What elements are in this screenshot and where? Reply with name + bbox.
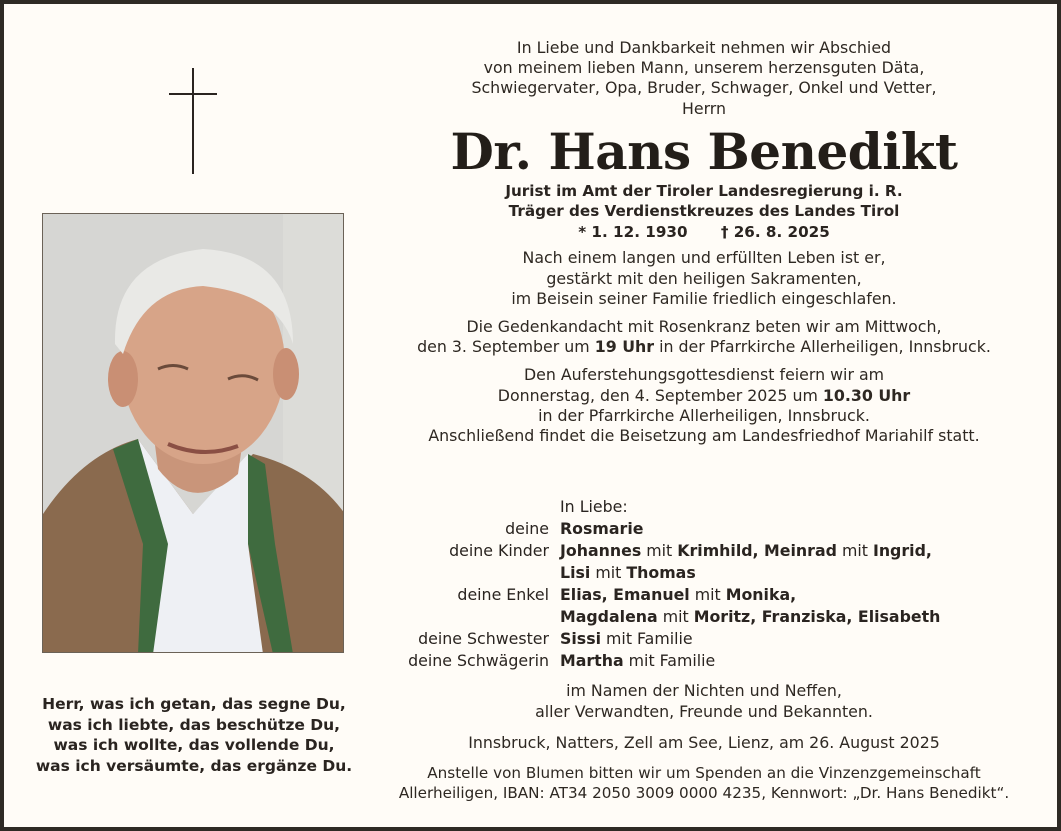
place-date: Innsbruck, Natters, Zell am See, Lienz, am 26. August 2025 <box>468 733 940 752</box>
mass-line: Donnerstag, den 4. September 2025 um 10.30 Uhr <box>497 385 911 405</box>
family-row-children-cont: Lisi mit Thomas <box>560 563 696 582</box>
verse-line: was ich versäumte, das ergänze Du. <box>35 756 353 775</box>
donation-note <box>374 763 1034 803</box>
closing-line: im Namen der Nichten und Neffen, <box>566 681 842 700</box>
rosary-line: Die Gedenkandacht mit Rosenkranz beten wir am Mittwoch, <box>466 316 942 336</box>
verse-line: Herr, was ich getan, das segne Du, <box>42 695 346 713</box>
subtitle-line: Jurist im Amt der Tiroler Landesregierung i. R. <box>505 181 903 200</box>
family-intro-row: In Liebe: <box>560 497 628 516</box>
donation-line: Anstelle von Blumen bitten wir um Spenden an die Vinzenzgemeinschaft <box>427 764 981 782</box>
closing-text <box>374 681 1034 722</box>
passing-line: gestärkt mit den heiligen Sakramenten, <box>546 268 862 288</box>
intro-line: Herrn <box>681 98 727 118</box>
portrait-photo <box>42 213 344 653</box>
rosary-line: den 3. September um 19 Uhr in der Pfarrkirche Allerheiligen, Innsbruck. <box>417 337 991 357</box>
donation-line: Allerheiligen, IBAN: AT34 2050 3009 0000 4235, Kennwort: „Dr. Hans Benedikt“. <box>398 784 1010 802</box>
intro-line: In Liebe und Dankbarkeit nehmen wir Abschied <box>516 38 892 57</box>
portrait-illustration <box>43 214 344 653</box>
family-row-grandchildren: deine Enkel Elias, Emanuel mit Monika, <box>457 585 797 604</box>
main-text <box>374 38 1034 446</box>
family-row-grandchildren-cont: Magdalena mit Moritz, Franziska, Elisabeth <box>560 607 941 626</box>
birth-date: * 1. 12. 1930 <box>578 222 688 241</box>
deceased-name: Dr. Hans Benedikt <box>450 121 958 181</box>
family-list <box>374 496 1034 672</box>
life-dates <box>374 222 1034 243</box>
family-row-sister: deine Schwester Sissi mit Familie <box>418 629 693 648</box>
verse-line: was ich liebte, das beschütze Du, <box>47 715 341 734</box>
mass-line: in der Pfarrkirche Allerheiligen, Innsbruck. <box>538 405 870 425</box>
verse-line: was ich wollte, das vollende Du, <box>53 736 335 754</box>
family-row-children: deine Kinder Johannes mit Krimhild, Meinrad mit Ingrid, <box>449 541 932 560</box>
burial-line: Anschließend findet die Beisetzung am Landesfriedhof Mariahilf statt. <box>428 425 980 445</box>
family-row-sisterinlaw: deine Schwägerin Martha mit Familie <box>408 651 716 670</box>
mass-line: Den Auferstehungsgottesdienst feiern wir am <box>523 365 885 385</box>
intro-line: Schwiegervater, Opa, Bruder, Schwager, Onkel und Vetter, <box>471 78 937 98</box>
intro-line: von meinem lieben Mann, unserem herzensguten Däta, <box>483 58 925 78</box>
subtitle-line: Träger des Verdienstkreuzes des Landes Tirol <box>508 202 900 221</box>
death-date: † 26. 8. 2025 <box>720 222 830 241</box>
prayer-verse <box>24 694 364 776</box>
passing-line: im Beisein seiner Familie friedlich eingeschlafen. <box>511 288 897 308</box>
family-row-wife: deine Rosmarie <box>505 519 644 538</box>
cross-icon <box>169 68 217 174</box>
passing-line: Nach einem langen und erfüllten Leben ist er, <box>522 248 886 268</box>
closing-line: aller Verwandten, Freunde und Bekannten. <box>535 701 873 721</box>
